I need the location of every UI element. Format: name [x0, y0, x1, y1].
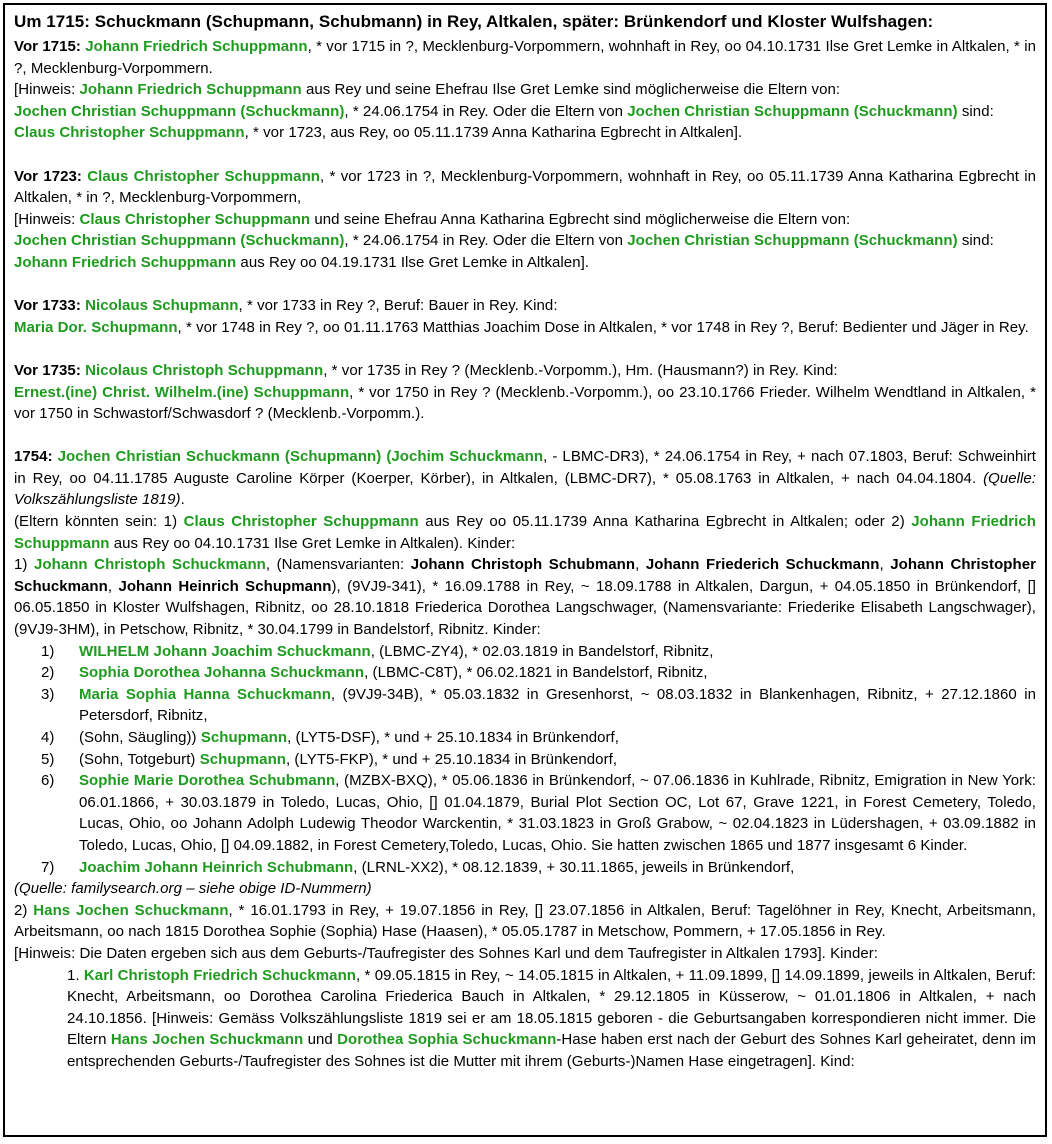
text-run: aus Rey und seine Ehefrau Ilse Gret Lemke sind möglicherweise die Eltern von: [301, 81, 841, 99]
person-name: Nicolaus Schupmann [85, 297, 239, 315]
text-run: , * 24.06.1754 in Rey. Oder die Eltern von [344, 232, 628, 250]
text-run: , (Namensvarianten: [265, 556, 411, 574]
person-name: Claus Christopher Schuppmann [79, 210, 311, 228]
text-run: Johann Heinrich Schupmann [118, 577, 332, 595]
person-name: Johann Christoph Schuckmann [34, 556, 266, 574]
text-run: , (LBMC-ZY4), * 02.03.1819 in Bandelstorf, Ribnitz, [370, 642, 714, 660]
text-run: , * vor 1750 in Rey ? (Mecklenb.-Vorpomm.), oo 23.10.1766 Frieder. Wilhelm Wendtland in Altkalen, * vor 1750 in Schwastorf/Schwasdorf ? (Mecklenb.-Vorpomm.). [14, 383, 1036, 423]
paragraph [14, 230, 1036, 252]
text-run: [Hinweis: Die Daten ergeben sich aus dem Geburts-/Taufregister des Sohnes Karl und dem Taufregister in Altkalen 1793]. Kinder: [14, 944, 878, 962]
text-run: , (MZBX-BXQ), * 05.06.1836 in Brünkendorf, ~ 07.06.1836 in Kuhlrade, Ribnitz, Emigration in New York: 06.01.1866, + 30.03.1879 in Toledo, Lucas, Ohio, [] 01.04.1879, Burial Plot Section OC, Lot 67, Grave 1221, in Forest Cemetery, Toledo, Lucas, Ohio, oo Johann Adolph Ludewig Theodor Warckentin, * 31.03.1823 in Groß Grabow, ~ 02.04.1823 in Lüdershagen, + 03.09.1882 in Toledo, Lucas, Ohio, [] 04.09.1882, in Forest Cemetery,Toledo, Lucas, Ohio. Sie hatten zwischen 1865 und 1877 insgesamt 6 Kinder. [79, 772, 1036, 854]
list-number: 6) [41, 772, 55, 790]
paragraph [14, 295, 1036, 317]
person-name: Jochen Christian Schuppmann (Schuckmann) [14, 102, 345, 120]
paragraph [14, 166, 1036, 209]
text-run: 2) [14, 901, 34, 919]
paragraph [14, 382, 1036, 425]
person-name: Claus Christopher Schuppmann [87, 167, 320, 185]
list-number: 3) [41, 685, 55, 703]
person-name: Schupmann [199, 750, 286, 768]
text-run: (Sohn, Totgeburt) [79, 750, 200, 768]
person-name: Maria Sophia Hanna Schuckmann [79, 685, 331, 703]
text-run: , (LYT5-FKP), * und + 25.10.1834 in Brünkendorf, [286, 750, 618, 768]
person-name: WILHELM Johann Joachim Schuckmann [79, 642, 371, 660]
person-name: Joachim Johann Heinrich Schubmann [79, 858, 354, 876]
person-name: Jochen Christian Schuppmann (Schuckmann) [14, 232, 345, 250]
text-run: Um 1715: Schuckmann (Schupmann, Schubmann) in Rey, Altkalen, später: Brünkendorf und Kloster Wulfshagen: [14, 12, 934, 31]
text-run: aus Rey oo 04.10.1731 Ilse Gret Lemke in Altkalen). Kinder: [109, 534, 516, 552]
text-run: , * 16.01.1793 in Rey, + 19.07.1856 in Rey, [] 23.07.1856 in Altkalen, Beruf: Tagelöhner in Rey, Knecht, Arbeitsmann, Arbeitsmann, oo nach 1815 Dorothea Sophie (Sophia) Hase (Haasen), * 05.05.1787 in Metschow, Pommern, + 17.05.1856 in Rey. [14, 901, 1036, 941]
text-run: aus Rey oo 05.11.1739 Anna Katharina Egbrecht in Altkalen; oder 2) [418, 513, 912, 531]
text-run: (Sohn, Säugling)) [79, 729, 201, 746]
text-run: Johann Friederich Schuckmann [645, 556, 880, 574]
text-run: (Quelle: Volkszählungsliste 1819) [14, 469, 1036, 509]
document-title [14, 10, 1036, 34]
document-body [5, 5, 1045, 1073]
list-item [14, 727, 1036, 749]
person-name: Claus Christopher Schuppmann [183, 513, 419, 531]
text-run: (Quelle: familysearch.org – siehe obige ID-Nummern) [14, 880, 372, 898]
paragraph [14, 900, 1036, 943]
person-name: Johann Friedrich Schuppmann [85, 38, 308, 55]
list-item [14, 641, 1036, 663]
person-name: Dorothea Sophia Schuckmann [337, 1031, 557, 1049]
person-name: Jochen Christian Schuppmann (Schuckmann) [627, 232, 958, 250]
person-name: Hans Jochen Schuckmann [33, 901, 229, 919]
list-item [14, 684, 1036, 727]
text-run: , * vor 1715 in ?, Mecklenburg-Vorpommern, wohnhaft in Rey, oo 04.10.1731 Ilse Gret Lemke in Altkalen, * in ?, Mecklenburg-Vorpommern. [14, 38, 1036, 77]
text-run: Vor 1733: [14, 297, 86, 315]
person-name: Schupmann [200, 729, 288, 746]
text-run: 1. [67, 966, 84, 984]
text-run: 1) [14, 556, 34, 574]
person-name: Jochen Christian Schuckmann (Schupmann) (Jochim Schuckmann [57, 448, 544, 466]
blank-line [14, 338, 1036, 360]
text-run: , * vor 1723, aus Rey, oo 05.11.1739 Anna Katharina Egbrecht in Altkalen]. [244, 124, 743, 142]
list-item [14, 770, 1036, 856]
paragraph [14, 554, 1036, 640]
text-run: , * vor 1748 in Rey ?, oo 01.11.1763 Matthias Joachim Dose in Altkalen, * vor 1748 in Rey ?, Beruf: Bedienter und Jäger in Rey. [177, 318, 1029, 336]
person-name: Johann Friedrich Schuppmann [79, 81, 302, 99]
text-run: , (LRNL-XX2), * 08.12.1839, + 30.11.1865, jeweils in Brünkendorf, [353, 858, 795, 876]
paragraph [14, 878, 1036, 900]
text-run: , (9VJ9-34B), * 05.03.1832 in Gresenhorst, ~ 08.03.1832 in Blankenhagen, Ribnitz, + 27.12.1860 in Petersdorf, Ribnitz, [79, 685, 1037, 725]
text-run: , [107, 577, 119, 595]
text-run: Vor 1715: [14, 38, 86, 55]
person-name: Johann Friedrich Schuppmann [14, 513, 1036, 552]
paragraph [14, 446, 1036, 511]
blank-line [14, 274, 1036, 296]
text-run: [Hinweis: [14, 81, 80, 99]
text-run: Johann Christoph Schubmann [410, 556, 636, 574]
paragraph [14, 79, 1036, 101]
list-number: 1) [41, 642, 55, 660]
paragraph [14, 317, 1036, 339]
text-run: , * vor 1723 in ?, Mecklenburg-Vorpommern, wohnhaft in Rey, oo 05.11.1739 Anna Katharina Egbrecht in Altkalen, * in ?, Mecklenburg-Vorpommern, [14, 167, 1037, 207]
person-name: Claus Christopher Schuppmann [14, 124, 245, 142]
person-name: Nicolaus Christoph Schuppmann [85, 361, 324, 379]
blank-line [14, 425, 1036, 447]
list-number: 2) [41, 664, 55, 682]
list-number: 4) [41, 729, 55, 746]
text-run: 1754: [14, 448, 58, 466]
text-run: ), (9VJ9-341), * 16.09.1788 in Rey, ~ 18.09.1788 in Altkalen, Dargun, + 04.05.1850 in Brünkendorf, [] 06.05.1850 in Kloster Wulfshagen, Ribnitz, oo 28.10.1818 Friederica Dorothea Langschwager, (Namensvariante: Friederike Elisabeth Langschwager), (9VJ9-3HM), in Petschow, Ribnitz, * 30.04.1799 in Bandelstorf, Ribnitz. Kinder: [14, 577, 1037, 639]
paragraph [14, 122, 1036, 144]
text-run: , * vor 1733 in Rey ?, Beruf: Bauer in Rey. Kind: [238, 297, 558, 315]
paragraph [14, 252, 1036, 274]
person-name: Jochen Christian Schuppmann (Schuckmann) [627, 102, 958, 120]
text-run: , * 09.05.1815 in Rey, ~ 14.05.1815 in Altkalen, + 11.09.1899, [] 14.09.1899, jeweils in Altkalen, Beruf: Knecht, Arbeitsmann, oo Dorothea Carolina Friederica Bauch in Altkalen, * 29.12.1805 in Küsserow, ~ 01.01.1806 in Altkalen, + nach 24.10.1856. [Hinweis: Gemäss Volkszählungsliste 1819 sei er am 18.05.1815 geboren - die Geburtsangaben korrespondieren nicht immer. Die Eltern [67, 966, 1037, 1049]
text-run: (Eltern könnten sein: 1) [14, 513, 184, 531]
paragraph [14, 943, 1036, 965]
text-run: sind: [957, 102, 994, 120]
list-item [14, 857, 1036, 879]
text-run: und seine Ehefrau Anna Katharina Egbrecht sind möglicherweise die Eltern von: [310, 210, 851, 228]
list-item [14, 662, 1036, 684]
paragraph [14, 209, 1036, 231]
text-run: -Hase haben erst nach der Geburt des Sohnes Karl geheiratet, denn im entsprechenden Geburts-/Taufregister des Sohnes ist die Mutter mit ihrem (Geburts-)Namen Hase eingetragen]. Kind: [67, 1031, 1036, 1070]
list-item [14, 749, 1036, 771]
text-run: . [180, 491, 185, 509]
blank-line [14, 144, 1036, 166]
document-page [3, 3, 1047, 1137]
list-number: 5) [41, 750, 55, 768]
text-run: [Hinweis: [14, 210, 80, 228]
paragraph [14, 511, 1036, 554]
person-name: Sophie Marie Dorothea Schubmann [79, 772, 336, 790]
list-number: 7) [41, 858, 55, 876]
text-run: , (LBMC-C8T), * 06.02.1821 in Bandelstorf, Ribnitz, [364, 664, 708, 682]
text-run: , (LYT5-DSF), * und + 25.10.1834 in Brünkendorf, [287, 729, 619, 746]
text-run: , [879, 556, 891, 574]
person-name: Karl Christoph Friedrich Schuckmann [83, 966, 357, 984]
text-run: aus Rey oo 04.19.1731 Ilse Gret Lemke in Altkalen]. [236, 253, 590, 271]
text-run: sind: [957, 232, 994, 250]
text-run: , * 24.06.1754 in Rey. Oder die Eltern von [344, 102, 628, 120]
text-run: , - LBMC-DR3), * 24.06.1754 in Rey, + nach 07.1803, Beruf: Schweinhirt in Rey, oo 04.11.1785 Auguste Caroline Körper (Koerper, Körber), in Altkalen, (LBMC-DR7), * 05.08.1763 in Altkalen, + nach 04.04.1804. [14, 448, 1036, 487]
text-run: , [635, 556, 646, 574]
text-run: , * vor 1735 in Rey ? (Mecklenb.-Vorpomm.), Hm. (Hausmann?) in Rey. Kind: [323, 361, 838, 379]
text-run: Johann Christopher Schuckmann [14, 556, 1037, 595]
paragraph [14, 101, 1036, 123]
list-item [67, 965, 1036, 1073]
text-run: Vor 1723: [14, 167, 88, 185]
text-run: und [303, 1031, 338, 1049]
person-name: Hans Jochen Schuckmann [110, 1031, 304, 1049]
person-name: Sophia Dorothea Johanna Schuckmann [79, 664, 365, 682]
person-name: Ernest.(ine) Christ. Wilhelm.(ine) Schuppmann [14, 383, 350, 401]
text-run: Vor 1735: [14, 361, 86, 379]
person-name: Maria Dor. Schupmann [14, 318, 178, 336]
person-name: Johann Friedrich Schuppmann [14, 253, 237, 271]
paragraph [14, 36, 1036, 79]
paragraph [14, 360, 1036, 382]
